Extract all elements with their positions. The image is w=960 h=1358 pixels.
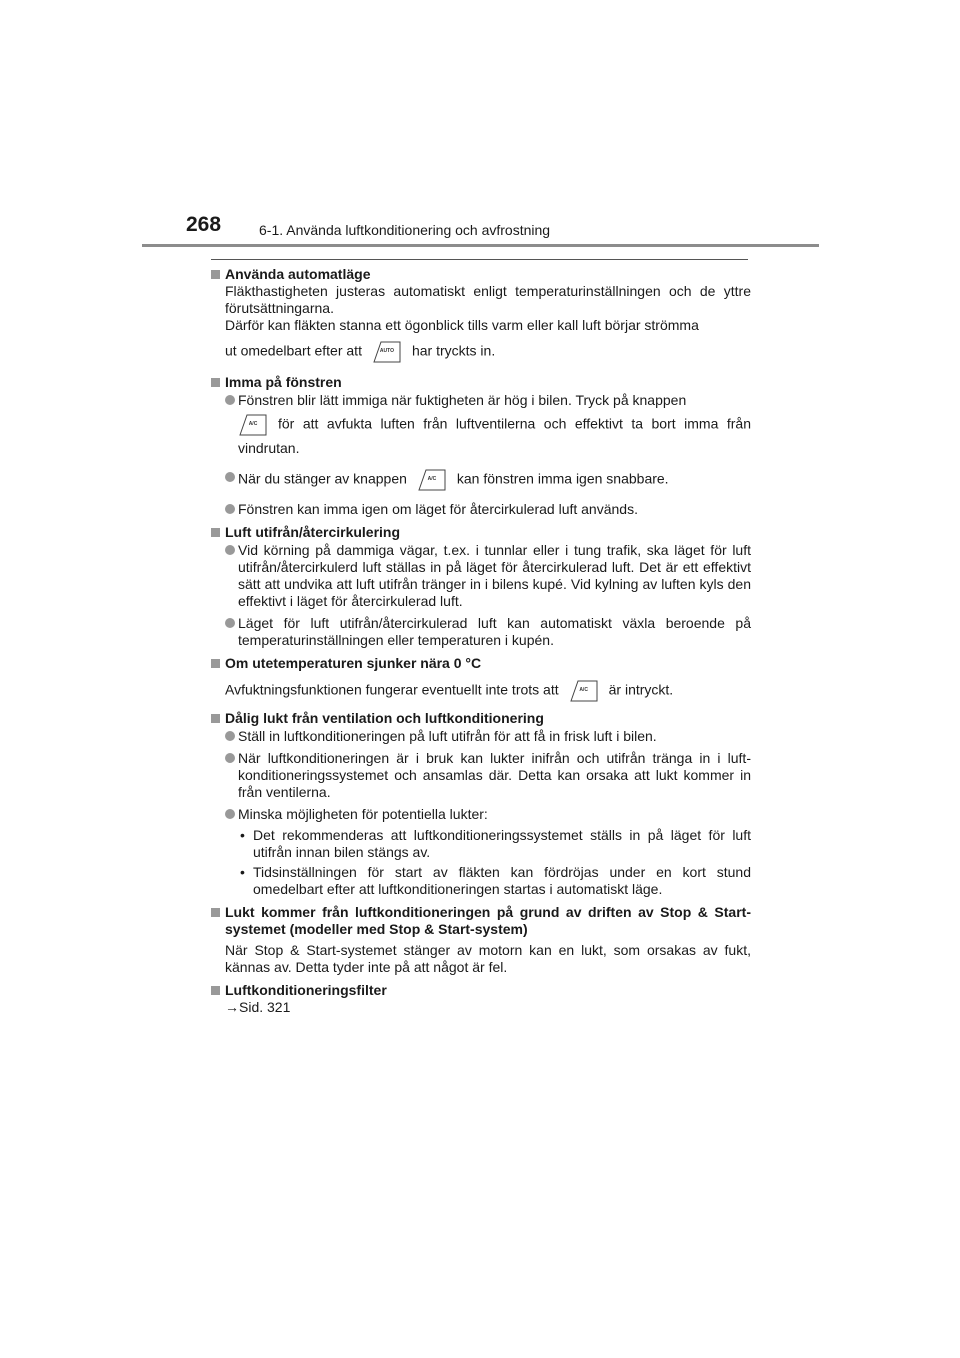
paragraph: ut omedelbart efter att AUTO har tryckts in.	[211, 339, 751, 365]
round-bullet-icon	[225, 731, 235, 741]
round-bullet-icon	[225, 753, 235, 763]
list-item: Fönstren blir lätt immiga när fuktigheten är hög i bilen. Tryck på knappen	[211, 392, 751, 409]
round-bullet-icon	[225, 504, 235, 514]
section-heading: Lukt kommer från luftkonditioneringen på grund av driften av Stop & Start-systemet (modeller med Stop & Start-system)	[211, 904, 751, 938]
sub-list-item: • Det rekommenderas att luftkonditioneringssystemet ställs in på läget för luft utifrån innan bilen stängs av.	[240, 827, 751, 860]
list-item: Ställ in luftkonditioneringen på luft utifrån för att få in frisk luft i bilen.	[211, 728, 751, 745]
list-item: A/C för att avfukta luften från luftventilerna och effektivt ta bort imma från vindrutan.	[211, 412, 751, 458]
round-bullet-icon	[225, 395, 235, 405]
square-bullet-icon	[211, 986, 220, 995]
section-heading: Luftkonditioneringsfilter	[211, 982, 751, 999]
round-bullet-icon	[225, 545, 235, 555]
list-item: Minska möjligheten för potentiella lukter:	[211, 806, 751, 823]
list-item: Vid körning på dammiga vägar, t.ex. i tunnlar eller i tung trafik, ska läget för luft utifrån/återcirkulerd luft ställas in på läget för återcirkulerad luft. Det är ett effektivt sätt att undvika att luft utifrån tränger in i bilens kupé. Vid kylning av luften kyls den effektivt i läget för återcirkulerad luft.	[211, 542, 751, 610]
square-bullet-icon	[211, 378, 220, 387]
section-heading: Använda automatläge	[211, 266, 751, 283]
small-bullet-icon: •	[240, 827, 245, 843]
list-item: När du stänger av knappen A/C kan fönstren imma igen snabbare.	[211, 467, 751, 493]
round-bullet-icon	[225, 472, 235, 482]
list-item: När luftkonditioneringen är i bruk kan lukter inifrån och utifrån tränga in i luft-konditioneringssystemet och ansamlas där. Detta kan orsaka att lukt kommer in från ventilerna.	[211, 750, 751, 801]
section-rule	[211, 259, 748, 260]
page-reference: →Sid. 321	[225, 999, 291, 1015]
paragraph: När Stop & Start-systemet stänger av motorn kan en lukt, som orsakas av fukt, kännas av. Detta tyder inte på att något är fel.	[225, 942, 751, 975]
header-rule	[142, 244, 819, 247]
ac-button-icon: A/C	[417, 467, 447, 493]
chapter-title: 6-1. Använda luftkonditionering och avfrostning	[259, 222, 551, 238]
ac-button-icon: A/C	[569, 678, 599, 704]
square-bullet-icon	[211, 908, 220, 917]
small-bullet-icon: •	[240, 864, 245, 880]
paragraph: Avfuktningsfunktionen fungerar eventuellt inte trots att A/C är intryckt.	[211, 678, 751, 704]
paragraph: Fläkthastigheten justeras automatiskt enligt temperaturinställningen och de yttre förutsättningarna.	[225, 283, 751, 316]
ac-button-icon: A/C	[238, 412, 268, 438]
auto-button-icon: AUTO	[372, 339, 402, 365]
square-bullet-icon	[211, 528, 220, 537]
section-heading: Dålig lukt från ventilation och luftkonditionering	[211, 710, 751, 727]
round-bullet-icon	[225, 618, 235, 628]
square-bullet-icon	[211, 270, 220, 279]
sub-list-item: • Tidsinställningen för start av fläkten kan fördröjas under en kort stund omedelbart efter att luftkonditioneringen startas i automatiskt läge.	[240, 864, 751, 897]
section-heading: Om utetemperaturen sjunker nära 0 °C	[211, 655, 751, 672]
page-content	[211, 266, 751, 1016]
paragraph: Därför kan fläkten stanna ett ögonblick tills varm eller kall luft börjar strömma	[225, 317, 699, 333]
square-bullet-icon	[211, 659, 220, 668]
section-heading: Imma på fönstren	[211, 374, 751, 391]
square-bullet-icon	[211, 714, 220, 723]
round-bullet-icon	[225, 809, 235, 819]
section-heading: Luft utifrån/återcirkulering	[211, 524, 751, 541]
list-item: Fönstren kan imma igen om läget för återcirkulerad luft används.	[211, 501, 751, 518]
list-item: Läget för luft utifrån/återcirkulerad luft kan automatiskt växla beroende på temperaturinställningen eller temperaturen i kupén.	[211, 615, 751, 649]
page-number: 268	[186, 213, 222, 236]
